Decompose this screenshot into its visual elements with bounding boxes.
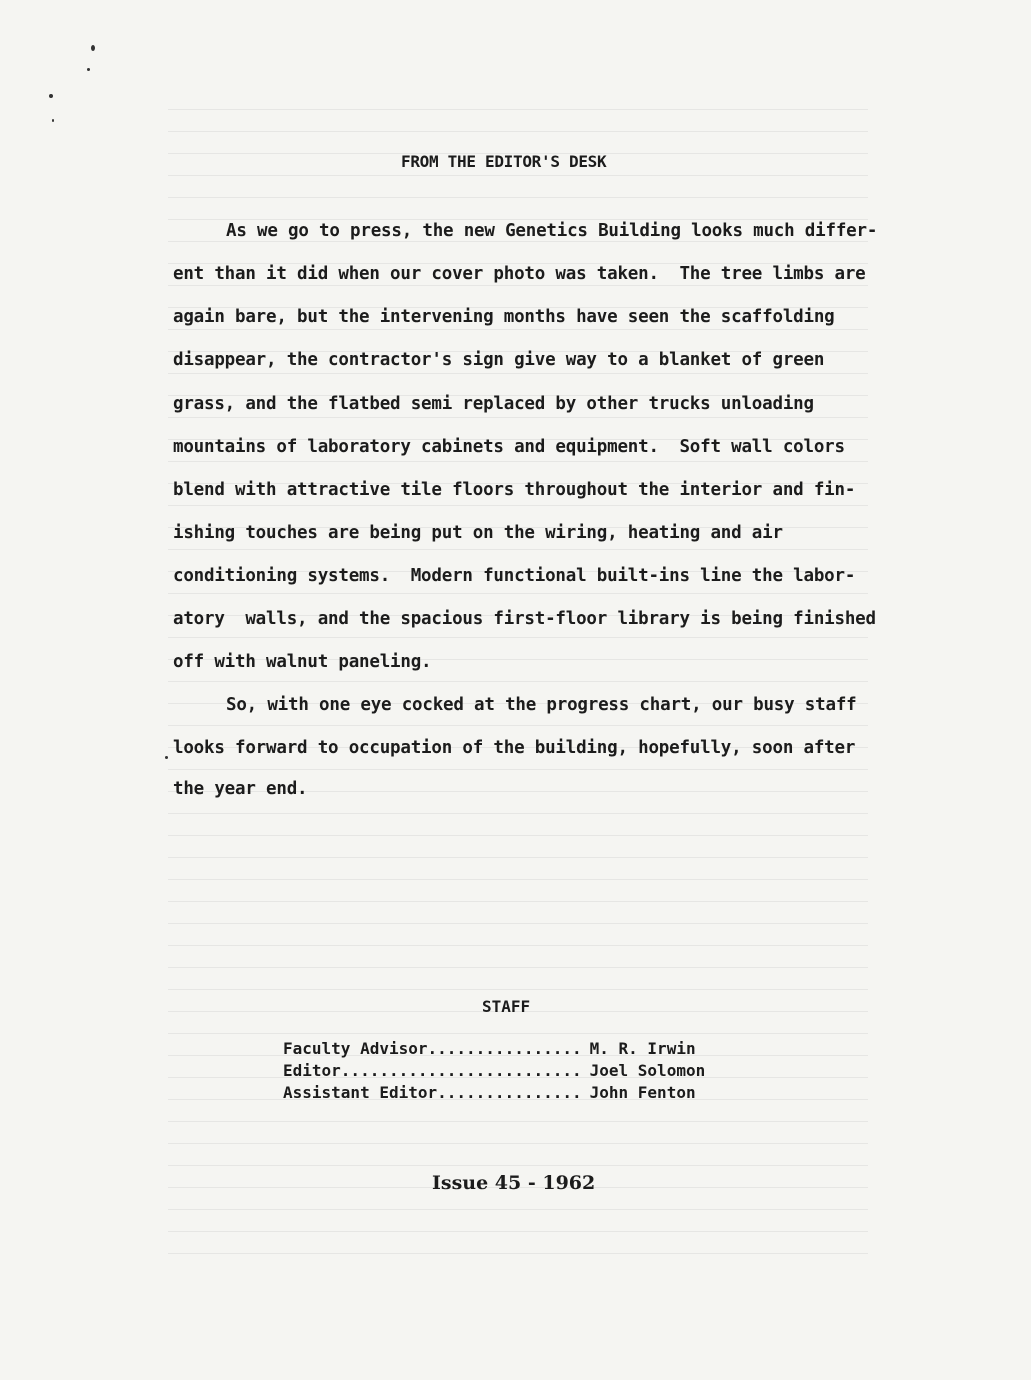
staff-name: M. R. Irwin — [589, 1039, 696, 1058]
staff-row — [283, 1082, 696, 1104]
body-line: disappear, the contractor's sign give way to a blanket of green — [173, 350, 825, 370]
issue-number: Issue 45 - 1962 — [432, 1172, 596, 1194]
scan-speck — [52, 119, 54, 122]
body-line: ishing touches are being put on the wiring, heating and air — [173, 523, 783, 543]
leader-dots: ................ — [427, 1039, 582, 1058]
staff-heading: STAFF — [482, 997, 531, 1016]
page-heading: FROM THE EDITOR'S DESK — [401, 152, 607, 171]
scan-speck — [165, 756, 168, 759]
body-line: blend with attractive tile floors throughout the interior and fin- — [173, 480, 856, 500]
staff-role: Faculty Advisor — [283, 1039, 428, 1058]
staff-role: Editor — [283, 1061, 341, 1080]
leader-dots: ............... — [437, 1083, 582, 1102]
body-line: conditioning systems. Modern functional built-ins line the labor- — [173, 566, 856, 586]
scan-speck — [91, 45, 95, 51]
staff-name: John Fenton — [589, 1083, 696, 1102]
body-line: atory walls, and the spacious first-floor library is being finished — [173, 609, 876, 629]
body-line: the year end. — [173, 779, 308, 799]
body-line: again bare, but the intervening months have seen the scaffolding — [173, 307, 835, 327]
body-line: off with walnut paneling. — [173, 652, 432, 672]
leader-dots: ......................... — [340, 1061, 582, 1080]
body-line: As we go to press, the new Genetics Building looks much differ- — [226, 221, 878, 241]
staff-row — [283, 1060, 705, 1082]
body-line: looks forward to occupation of the building, hopefully, soon after — [173, 738, 856, 758]
staff-role: Assistant Editor — [283, 1083, 438, 1102]
body-line: mountains of laboratory cabinets and equipment. Soft wall colors — [173, 437, 845, 457]
body-line: ent than it did when our cover photo was taken. The tree limbs are — [173, 264, 866, 284]
scan-speck — [49, 94, 53, 98]
body-line: So, with one eye cocked at the progress chart, our busy staff — [226, 695, 857, 715]
body-line: grass, and the flatbed semi replaced by other trucks unloading — [173, 394, 814, 414]
scan-speck — [87, 68, 90, 71]
staff-row — [283, 1038, 696, 1060]
staff-name: Joel Solomon — [589, 1061, 706, 1080]
